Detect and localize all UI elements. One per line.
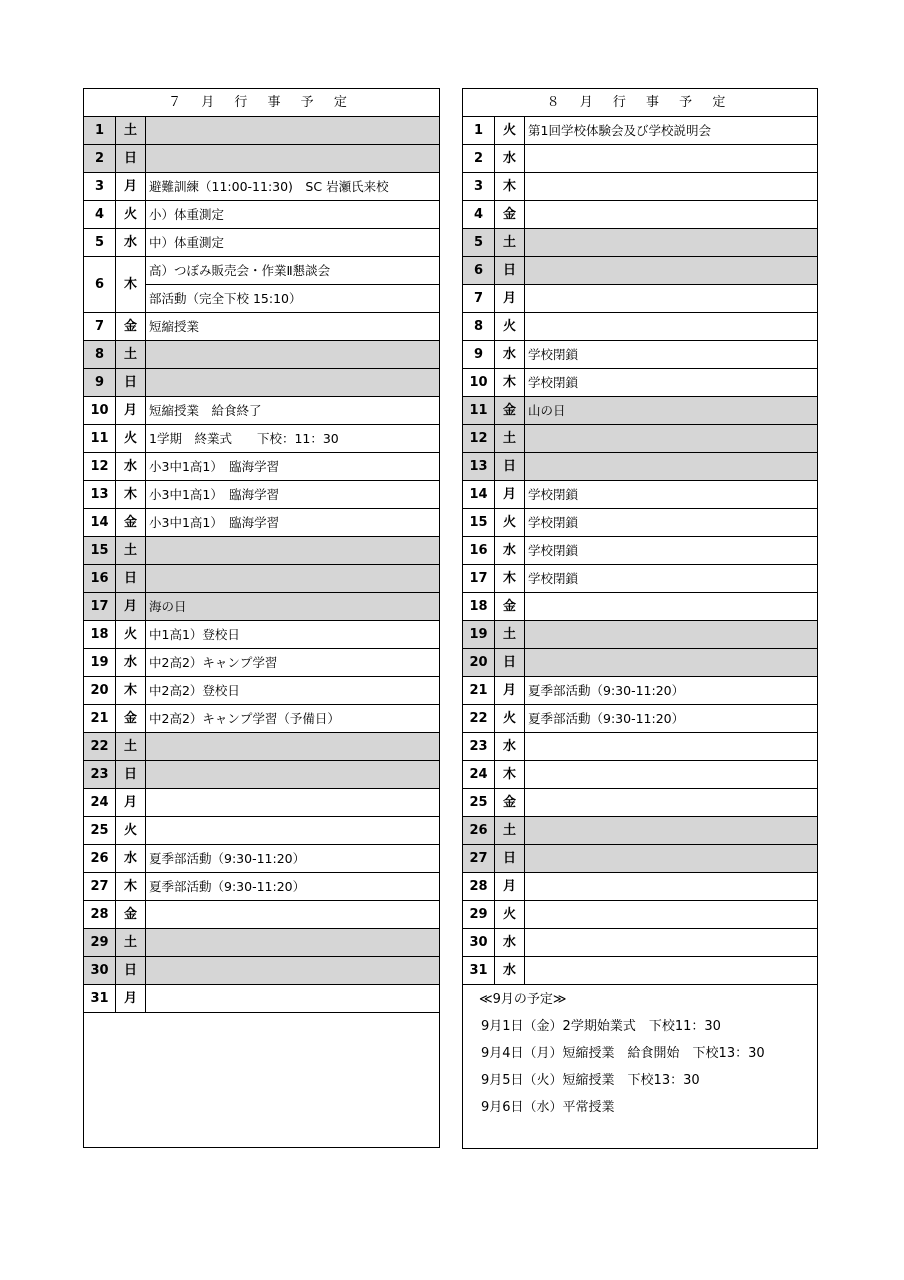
day-number: 2 [463,145,495,173]
schedule-row [84,173,440,201]
day-number: 29 [84,929,116,957]
event-text [146,565,440,593]
day-number: 25 [463,789,495,817]
day-number: 13 [84,481,116,509]
event-text: 海の日 [146,593,440,621]
event-text [525,229,818,257]
day-number: 22 [84,733,116,761]
event-text: 夏季部活動（9:30-11:20） [146,873,440,901]
weekday: 火 [495,313,525,341]
schedule-row [463,453,818,481]
schedule-row [84,789,440,817]
schedule-row [463,173,818,201]
weekday: 火 [116,817,146,845]
weekday: 月 [495,481,525,509]
weekday: 木 [495,369,525,397]
day-number: 13 [463,453,495,481]
event-text: 小3中1高1） 臨海学習 [146,509,440,537]
weekday: 木 [495,761,525,789]
event-text [146,341,440,369]
weekday: 日 [495,453,525,481]
weekday: 金 [495,593,525,621]
weekday: 月 [495,677,525,705]
july-notes-area [84,1013,440,1148]
weekday: 水 [495,733,525,761]
day-number: 22 [463,705,495,733]
day-number: 23 [84,761,116,789]
event-text [525,201,818,229]
schedule-row [463,789,818,817]
event-text [525,649,818,677]
day-number: 6 [463,257,495,285]
day-number: 30 [463,929,495,957]
day-number: 19 [84,649,116,677]
weekday: 日 [495,257,525,285]
schedule-row [463,901,818,929]
weekday: 木 [116,257,146,313]
event-text: 学校閉鎖 [525,565,818,593]
weekday: 火 [495,117,525,145]
day-number: 26 [463,817,495,845]
schedule-row [84,481,440,509]
schedule-row [463,397,818,425]
weekday: 水 [495,341,525,369]
september-notes [463,985,818,1149]
day-number: 20 [84,677,116,705]
schedule-row [463,817,818,845]
event-text [146,761,440,789]
weekday: 土 [116,117,146,145]
event-text: 短縮授業 [146,313,440,341]
event-text: 学校閉鎖 [525,509,818,537]
event-text [525,593,818,621]
weekday: 土 [495,817,525,845]
weekday: 金 [495,397,525,425]
weekday: 水 [495,537,525,565]
weekday: 月 [495,873,525,901]
schedule-row [84,761,440,789]
day-number: 3 [463,173,495,201]
day-number: 7 [463,285,495,313]
day-number: 4 [463,201,495,229]
event-text [525,621,818,649]
weekday: 土 [495,425,525,453]
schedule-row [84,929,440,957]
day-number: 9 [84,369,116,397]
weekday: 日 [116,761,146,789]
weekday: 金 [116,313,146,341]
event-text [525,957,818,985]
schedule-row [463,509,818,537]
weekday: 水 [495,145,525,173]
day-number: 24 [84,789,116,817]
event-text [525,929,818,957]
event-text [146,929,440,957]
day-number: 24 [463,761,495,789]
schedule-row [463,649,818,677]
schedule-row [84,201,440,229]
schedule-row [84,705,440,733]
september-note-line: 9月6日（水）平常授業 [481,1100,615,1115]
event-text: 1学期 終業式 下校：11：30 [146,425,440,453]
day-number: 15 [84,537,116,565]
day-number: 17 [463,565,495,593]
day-number: 26 [84,845,116,873]
schedule-row [463,369,818,397]
weekday: 日 [495,649,525,677]
weekday: 月 [116,593,146,621]
weekday: 月 [116,985,146,1013]
day-number: 12 [463,425,495,453]
weekday: 日 [116,369,146,397]
schedule-row [463,313,818,341]
weekday: 土 [116,929,146,957]
event-text [525,285,818,313]
event-text [146,789,440,817]
day-number: 14 [84,509,116,537]
event-text [146,369,440,397]
day-number: 8 [463,313,495,341]
july-schedule-table [83,88,440,1148]
event-text: 中）体重測定 [146,229,440,257]
day-number: 19 [463,621,495,649]
day-number: 18 [463,593,495,621]
weekday: 水 [116,845,146,873]
event-text: 学校閉鎖 [525,537,818,565]
weekday: 火 [116,425,146,453]
schedule-row [463,705,818,733]
weekday: 木 [116,873,146,901]
weekday: 日 [116,957,146,985]
day-number: 10 [463,369,495,397]
schedule-row [463,733,818,761]
day-number: 23 [463,733,495,761]
weekday: 水 [495,929,525,957]
day-number: 17 [84,593,116,621]
event-text: 部活動（完全下校 15:10） [146,285,440,313]
event-text: 小3中1高1） 臨海学習 [146,453,440,481]
event-text: 小）体重測定 [146,201,440,229]
weekday: 日 [116,145,146,173]
weekday: 月 [116,397,146,425]
day-number: 31 [463,957,495,985]
schedule-row [463,929,818,957]
day-number: 28 [463,873,495,901]
event-text: 中1高1）登校日 [146,621,440,649]
weekday: 月 [495,285,525,313]
event-text [525,901,818,929]
weekday: 日 [116,565,146,593]
event-text [525,733,818,761]
schedule-row [84,873,440,901]
event-text [146,117,440,145]
day-number: 21 [463,677,495,705]
event-text [525,257,818,285]
weekday: 金 [116,901,146,929]
day-number: 3 [84,173,116,201]
day-number: 30 [84,957,116,985]
schedule-row [84,117,440,145]
event-text [525,873,818,901]
event-text [525,453,818,481]
weekday: 土 [116,537,146,565]
event-text: 小3中1高1） 臨海学習 [146,481,440,509]
schedule-row [463,201,818,229]
schedule-row [463,677,818,705]
schedule-row [84,957,440,985]
day-number: 5 [463,229,495,257]
schedule-row [463,117,818,145]
event-text: 夏季部活動（9:30-11:20） [146,845,440,873]
weekday: 土 [495,229,525,257]
schedule-row [463,957,818,985]
event-text: 夏季部活動（9:30-11:20） [525,677,818,705]
event-text [525,817,818,845]
weekday: 水 [116,649,146,677]
september-note-line: 9月4日（月）短縮授業 給食開始 下校13：30 [481,1046,765,1061]
day-number: 11 [84,425,116,453]
schedule-row [84,369,440,397]
day-number: 21 [84,705,116,733]
day-number: 20 [463,649,495,677]
event-text [525,145,818,173]
weekday: 木 [495,565,525,593]
august-title: ８ 月 行 事 予 定 [463,89,818,117]
event-text [525,761,818,789]
event-text [146,957,440,985]
schedule-row [463,621,818,649]
schedule-row [84,509,440,537]
schedule-row [84,677,440,705]
weekday: 土 [495,621,525,649]
schedule-row [84,817,440,845]
weekday: 木 [495,173,525,201]
weekday: 金 [495,201,525,229]
schedule-row [463,257,818,285]
schedule-row [463,229,818,257]
september-notes-title: ≪9月の予定≫ [479,992,567,1007]
day-number: 16 [84,565,116,593]
weekday: 水 [116,453,146,481]
schedule-row [463,873,818,901]
weekday: 火 [495,901,525,929]
day-number: 15 [463,509,495,537]
event-text: 学校閉鎖 [525,481,818,509]
day-number: 16 [463,537,495,565]
event-text: 第1回学校体験会及び学校説明会 [525,117,818,145]
schedule-row [84,733,440,761]
day-number: 4 [84,201,116,229]
event-text: 短縮授業 給食終了 [146,397,440,425]
schedule-row [463,761,818,789]
event-text [525,845,818,873]
day-number: 1 [84,117,116,145]
july-title: ７ 月 行 事 予 定 [84,89,440,117]
day-number: 9 [463,341,495,369]
day-number: 14 [463,481,495,509]
day-number: 7 [84,313,116,341]
event-text: 高）つぼみ販売会・作業Ⅱ懇談会 [146,257,440,285]
weekday: 水 [116,229,146,257]
schedule-row [84,453,440,481]
weekday: 月 [116,789,146,817]
schedule-row [84,649,440,677]
schedule-row [84,425,440,453]
weekday: 火 [116,201,146,229]
day-number: 2 [84,145,116,173]
day-number: 31 [84,985,116,1013]
event-text [146,537,440,565]
day-number: 5 [84,229,116,257]
event-text: 夏季部活動（9:30-11:20） [525,705,818,733]
weekday: 日 [495,845,525,873]
august-schedule-table [462,88,818,1149]
event-text [146,901,440,929]
day-number: 12 [84,453,116,481]
day-number: 10 [84,397,116,425]
schedule-row [463,845,818,873]
event-text [525,789,818,817]
event-text: 中2高2）キャンプ学習 [146,649,440,677]
event-text [146,985,440,1013]
schedule-row [463,341,818,369]
schedule-row [84,229,440,257]
schedule-row [84,621,440,649]
day-number: 27 [84,873,116,901]
weekday: 月 [116,173,146,201]
september-note-line: 9月5日（火）短縮授業 下校13：30 [481,1073,700,1088]
weekday: 土 [116,733,146,761]
schedule-row [463,145,818,173]
schedule-row [463,425,818,453]
weekday: 土 [116,341,146,369]
day-number: 29 [463,901,495,929]
day-number: 27 [463,845,495,873]
day-number: 8 [84,341,116,369]
event-text [146,733,440,761]
event-text: 学校閉鎖 [525,341,818,369]
schedule-row [84,341,440,369]
event-text: 中2高2）登校日 [146,677,440,705]
weekday: 金 [116,509,146,537]
event-text: 山の日 [525,397,818,425]
schedule-row [84,845,440,873]
event-text [146,145,440,173]
weekday: 金 [495,789,525,817]
schedule-row [84,593,440,621]
weekday: 木 [116,677,146,705]
weekday: 火 [495,509,525,537]
day-number: 1 [463,117,495,145]
weekday: 金 [116,705,146,733]
day-number: 25 [84,817,116,845]
day-number: 11 [463,397,495,425]
event-text: 学校閉鎖 [525,369,818,397]
september-note-line: 9月1日（金）2学期始業式 下校11：30 [481,1019,721,1034]
schedule-row [84,257,440,285]
schedule-row [463,565,818,593]
day-number: 28 [84,901,116,929]
event-text [525,425,818,453]
event-text: 避難訓練（11:00-11:30) SC 岩瀬氏来校 [146,173,440,201]
weekday: 木 [116,481,146,509]
schedule-row [84,537,440,565]
event-text [525,313,818,341]
weekday: 水 [495,957,525,985]
schedule-row [463,285,818,313]
schedule-row [84,901,440,929]
event-text: 中2高2）キャンプ学習（予備日） [146,705,440,733]
day-number: 18 [84,621,116,649]
schedule-row [84,397,440,425]
schedule-row [84,985,440,1013]
schedule-row [463,593,818,621]
weekday: 火 [495,705,525,733]
event-text [525,173,818,201]
schedule-row [463,537,818,565]
day-number: 6 [84,257,116,313]
schedule-row [84,313,440,341]
weekday: 火 [116,621,146,649]
schedule-row [84,145,440,173]
schedule-row [84,565,440,593]
schedule-row [463,481,818,509]
event-text [146,817,440,845]
